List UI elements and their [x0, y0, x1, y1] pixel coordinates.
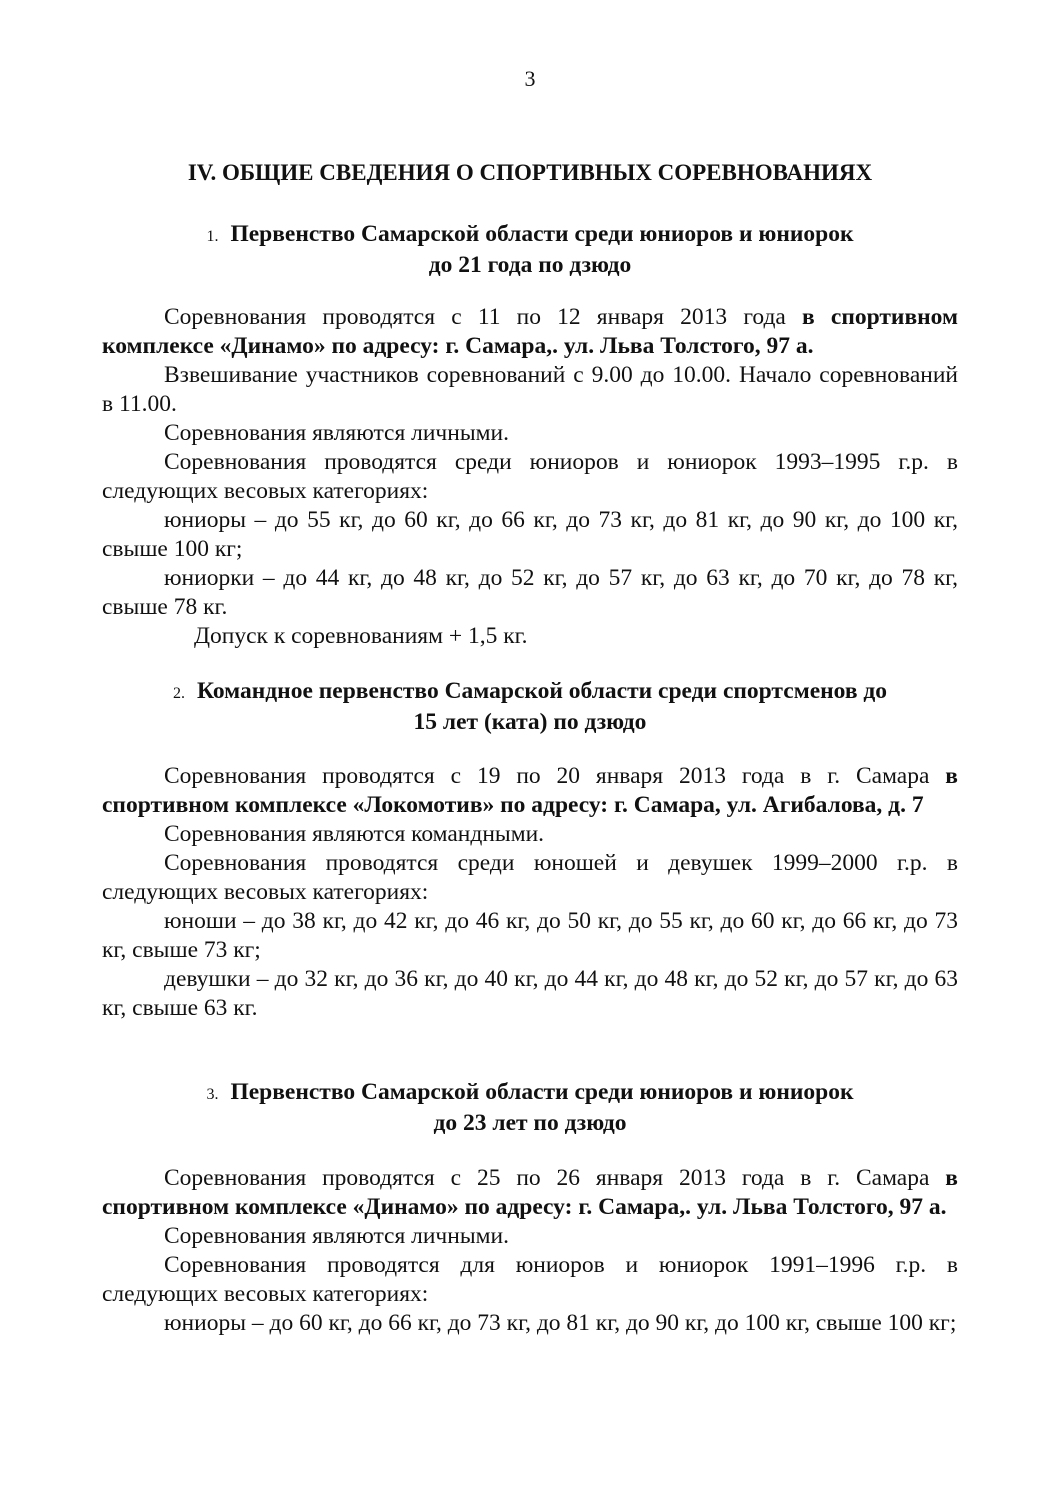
section-2-title-line-1: Командное первенство Самарской области среди спортсменов до — [196, 678, 888, 704]
section-1-title — [100, 220, 960, 280]
section-3-paragraph-juniors-men: юниоры – до 60 кг, до 66 кг, до 73 кг, до 81 кг, до 90 кг, до 100 кг, свыше 100 кг; — [164, 1310, 957, 1336]
section-1-title-line-2: до 21 года по дзюдо — [428, 252, 632, 278]
section-3-body — [102, 1164, 958, 1338]
section-1-paragraph-venue — [102, 303, 958, 361]
section-1-venue-dates: Соревнования проводятся с 11 по 12 января 2013 года — [164, 304, 803, 330]
section-1-paragraph-tolerance: Допуск к соревнованиям + 1,5 кг. — [194, 623, 528, 649]
section-2-paragraph-format: Соревнования являются командными. — [164, 821, 545, 847]
section-2-paragraph-eligibility: Соревнования проводятся среди юношей и девушек 1999–2000 г.р. в следующих весовых категориях: — [102, 850, 958, 905]
section-1-number: 1. — [206, 228, 219, 245]
section-1-paragraph-juniors-men: юниоры – до 55 кг, до 60 кг, до 66 кг, до 73 кг, до 81 кг, до 90 кг, до 100 кг, свыше 100 кг; — [102, 507, 958, 562]
section-3-title-line-2: до 23 лет по дзюдо — [433, 1110, 627, 1136]
section-3-venue-dates: Соревнования проводятся с 25 по 26 января 2013 года в г. Самара — [164, 1165, 946, 1191]
section-1-venue-address: в спортивном комплексе «Динамо» по адресу: г. Самара,. ул. Льва Толстого, 97 а. — [102, 304, 958, 359]
page-number: 3 — [524, 66, 536, 91]
section-3-paragraph-venue — [102, 1164, 958, 1222]
section-2-venue-address: в спортивном комплексе «Локомотив» по адресу: г. Самара, ул. Агибалова, д. 7 — [102, 763, 958, 818]
section-2-paragraph-boys: юноши – до 38 кг, до 42 кг, до 46 кг, до 50 кг, до 55 кг, до 60 кг, до 66 кг, до 73 кг, свыше 73 кг; — [102, 908, 958, 963]
section-2-title — [100, 677, 960, 737]
section-1-paragraph-juniors-women: юниорки – до 44 кг, до 48 кг, до 52 кг, до 57 кг, до 63 кг, до 70 кг, до 78 кг, свыше 78 кг. — [102, 565, 958, 620]
section-3-title — [100, 1078, 960, 1138]
section-1-body — [102, 303, 958, 651]
main-heading: IV. ОБЩИЕ СВЕДЕНИЯ О СПОРТИВНЫХ СОРЕВНОВАНИЯХ — [187, 160, 873, 185]
section-2-title-line-2: 15 лет (ката) по дзюдо — [413, 709, 647, 735]
section-2-paragraph-girls: девушки – до 32 кг, до 36 кг, до 40 кг, до 44 кг, до 48 кг, до 52 кг, до 57 кг, до 63 кг, свыше 63 кг. — [102, 966, 958, 1021]
section-3-paragraph-eligibility: Соревнования проводятся для юниоров и юниорок 1991–1996 г.р. в следующих весовых категориях: — [102, 1252, 958, 1307]
section-2-body — [102, 762, 958, 1023]
section-2-paragraph-venue — [102, 762, 958, 820]
section-2-venue-dates: Соревнования проводятся с 19 по 20 января 2013 года в г. Самара — [164, 763, 946, 789]
section-3-title-line-1: Первенство Самарской области среди юниоров и юниорок — [230, 1079, 854, 1105]
section-3-venue-address: в спортивном комплексе «Динамо» по адресу: г. Самара,. ул. Льва Толстого, 97 а. — [102, 1165, 958, 1220]
section-1-paragraph-format: Соревнования являются личными. — [164, 420, 509, 446]
section-1-title-line-1: Первенство Самарской области среди юниоров и юниорок — [230, 221, 854, 247]
section-1-paragraph-weighing: Взвешивание участников соревнований с 9.00 до 10.00. Начало соревнований в 11.00. — [102, 362, 958, 417]
section-1-paragraph-eligibility: Соревнования проводятся среди юниоров и юниорок 1993–1995 г.р. в следующих весовых категориях: — [102, 449, 958, 504]
section-3-paragraph-format: Соревнования являются личными. — [164, 1223, 509, 1249]
section-2-number: 2. — [172, 685, 185, 702]
section-3-number: 3. — [206, 1086, 219, 1103]
